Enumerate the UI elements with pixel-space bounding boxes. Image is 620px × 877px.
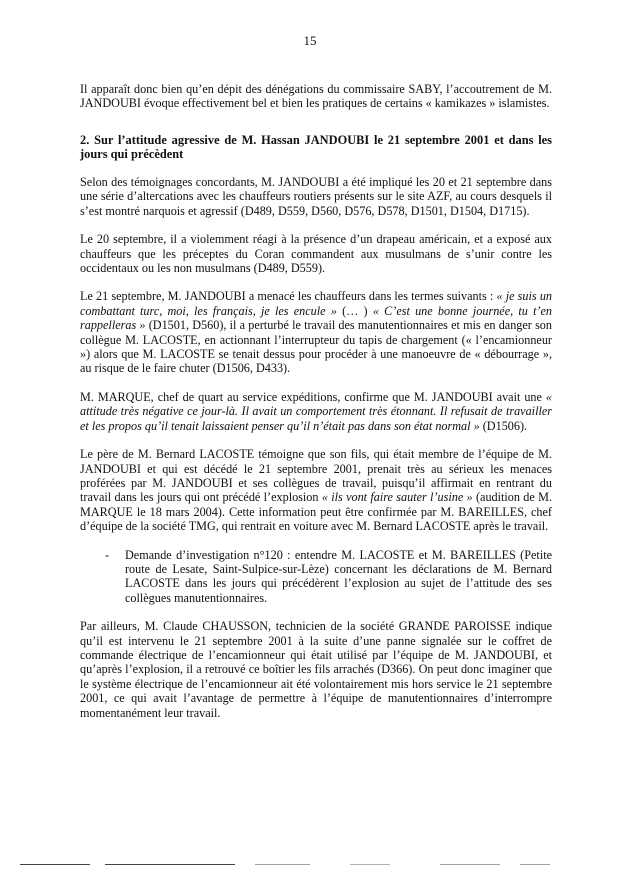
text-segment: M. MARQUE, chef de quart au service expéditions, confirme que M. JANDOUBI avait une	[80, 389, 546, 404]
paragraph-marque	[80, 390, 552, 433]
text-segment: (D1501, D560), il a perturbé le travail des manutentionnaires et mis en danger son collègue M. LACOSTE, en actionnant l’interrupteur du tapis de chargement (« l’encamionneur ») alors que M. LACOSTE se tenait dessus pour procéder à une manoeuvre de « débourrage », au risque de le faire chuter (D1506, D433).	[80, 318, 552, 376]
quote-text: « C’est une bonne journée, tu t’en rappelleras »	[80, 303, 553, 333]
footer-scan-line	[20, 864, 600, 866]
investigation-request-text: Demande d’investigation n°120 : entendre M. LACOSTE et M. BAREILLES (Petite route de Lesate, Saint-Sulpice-sur-Lèze) concernant les déclarations de M. Bernard LACOSTE dans les jours qui précédèrent l’explosion au sujet de l’attitude des ses collègues manutentionnaires.	[125, 547, 552, 605]
text-segment: (… )	[336, 303, 373, 318]
section-heading: 2. Sur l’attitude agressive de M. Hassan JANDOUBI le 21 septembre 2001 et dans les jours qui précèdent	[80, 132, 552, 162]
paragraph-20-septembre: Le 20 septembre, il a violemment réagi à la présence d’un drapeau américain, et a exposé aux chauffeurs que les préceptes du Coran commandent aux musulmans de s’unir contre les occidentaux ou les non musulmans (D489, D559).	[80, 232, 552, 276]
quote-text: « ils vont faire sauter l’usine »	[321, 490, 473, 505]
document-body	[80, 82, 552, 734]
paragraph-altercations: Selon des témoignages concordants, M. JANDOUBI a été impliqué les 20 et 21 septembre dans une série d’altercations avec les chauffeurs routiers présents sur le site AZF, au cours desquels il s’est montré narquois et agressif (D489, D559, D560, D576, D578, D1501, D1504, D1715).	[80, 175, 552, 218]
text-segment: Le père de M. Bernard LACOSTE témoigne que son fils, qui était membre de l’équipe de M. JANDOUBI et qui est décédé le 21 septembre 2001, prenait très au sérieux les menaces proférées par M. JANDOUBI et ses collègues de travail, puisqu’il affirmait en rentrant du travail dans les jours qui ont précédé l’explosion	[80, 447, 552, 505]
text-segment: Le 21 septembre, M. JANDOUBI a menacé les chauffeurs dans les termes suivants :	[80, 289, 497, 304]
page-number: 15	[303, 33, 317, 48]
investigation-request-item	[105, 548, 552, 606]
paragraph-chausson: Par ailleurs, M. Claude CHAUSSON, technicien de la société GRANDE PAROISSE indique qu’il est intervenu le 21 septembre 2001 à la suite d’une panne signalée sur le coffret de commande électrique de l’encamionneur qui était utilisé par l’équipe de M. JANDOUBI, et qu’après l’explosion, il a retrouvé ce boîtier les fils arrachés (D366). On peut donc imaginer que le système électrique de l’encamionneur ait été volontairement mis hors service le 21 septembre 2001, ce qui avait l’avantage de permettre à l’équipe de manutentionnaires d’interrompre momentanément leur travail.	[80, 619, 552, 720]
paragraph-kamikazes: Il apparaît donc bien qu’en dépit des dénégations du commissaire SABY, l’accoutrement de M. JANDOUBI évoque effectivement bel et bien les pratiques de certains « kamikazes » islamistes.	[80, 82, 552, 111]
quote-text: « je suis un combattant turc, moi, les français, je les encule »	[80, 289, 553, 318]
text-segment: (audition de M. MARQUE le 18 mars 2004). Cette information peut être confirmée par M. BAREILLES, chef d’équipe de la société TMG, qui rentrait en voiture avec M. Bernard LACOSTE après le travail.	[80, 490, 553, 534]
paragraph-21-septembre	[80, 289, 552, 375]
bullet-dash: -	[105, 547, 110, 562]
quote-text: « attitude très négative ce jour-là. Il avait un comportement très étonnant. Il refusait de travailler et les propos qu’il tenait laissaient penser qu’il n’était pas dans son état normal »	[80, 389, 552, 433]
text-segment: (D1506).	[479, 418, 528, 433]
paragraph-lacoste	[80, 447, 552, 533]
